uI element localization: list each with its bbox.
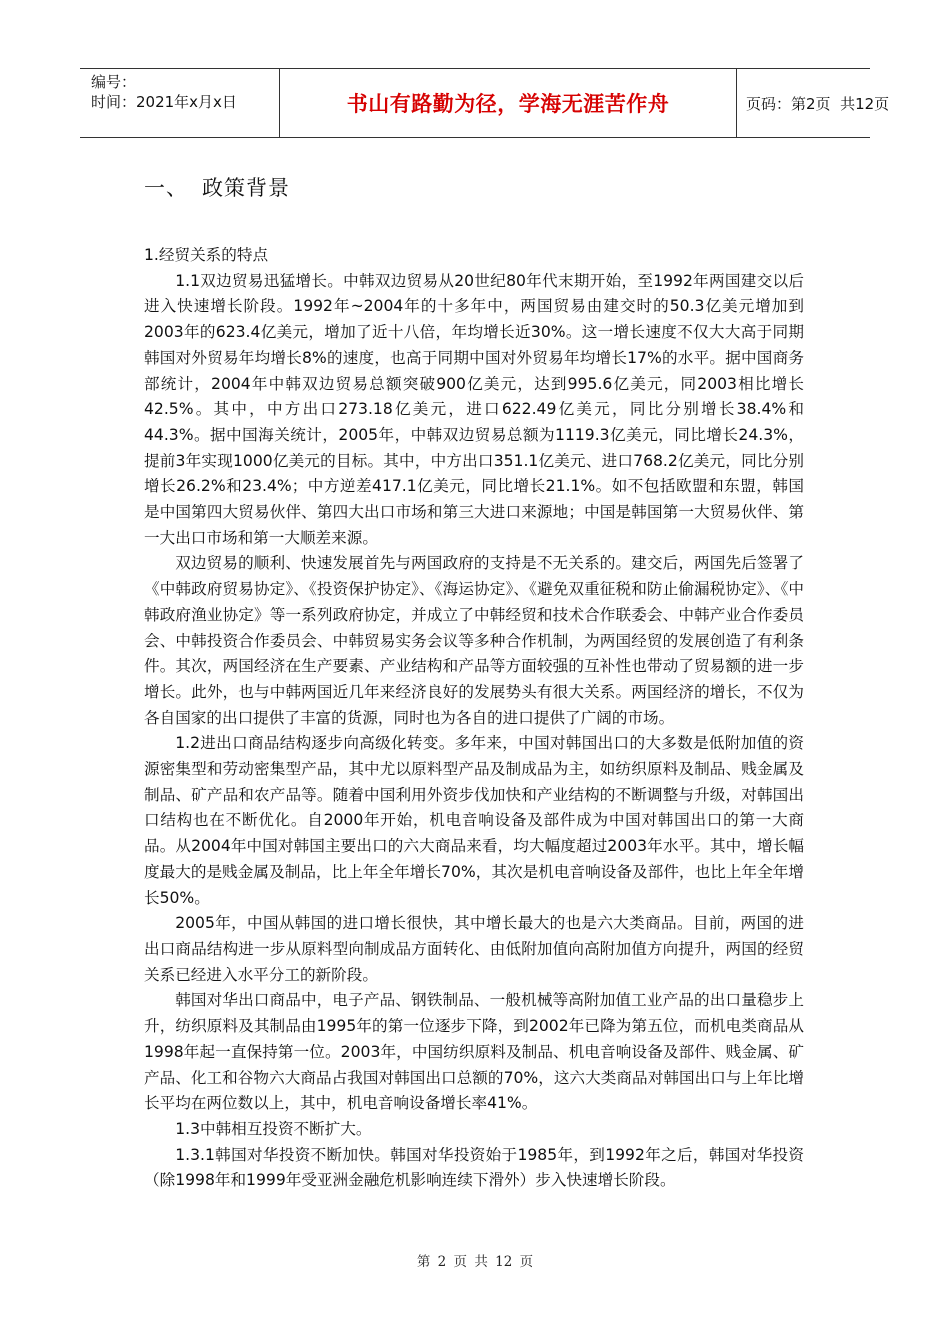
body-paragraph: 1.3.1韩国对华投资不断加快。韩国对华投资始于1985年，到1992年之后，韩国对华投资（除1998年和1999年受亚洲金融危机影响连续下滑外）步入快速增长阶段。 xyxy=(144,1145,804,1190)
document-body xyxy=(144,243,804,1194)
body-paragraph: 双边贸易的顺利、快速发展首先与两国政府的支持是不无关系的。建交后，两国先后签署了《中韩政府贸易协定》、《投资保护协定》、《海运协定》、《避免双重征税和防止偷漏税协定》、《中韩政府渔业协定》等一系列政府协定，并成立了中韩经贸和技术合作联委会、中韩产业合作委员会、中韩投资合作委员会、中韩贸易实务会议等多种合作机制，为两国经贸的发展创造了有利条件。其次，两国经济在生产要素、产业结构和产品等方面较强的互补性也带动了贸易额的进一步增长。此外，也与中韩两国近几年来经济良好的发展势头有很大关系。两国经济的增长，不仅为各自国家的出口提供了丰富的货源，同时也为各自的进口提供了广阔的市场。 xyxy=(144,554,804,727)
header-meta xyxy=(80,69,280,137)
body-paragraph: 1.3中韩相互投资不断扩大。 xyxy=(175,1119,372,1138)
page-header xyxy=(80,68,890,138)
document-number-label: 编号： xyxy=(91,73,137,91)
body-paragraph: 1.1双边贸易迅猛增长。中韩双边贸易从20世纪80年代末期开始，至1992年两国建交以后进入快速增长阶段。1992年~2004年的十多年中，两国贸易由建交时的50.3亿美元增加到2003年的623.4亿美元，增加了近十八倍，年均增长近30%。这一增长速度不仅大大高于同期韩国对外贸易年均增长8%的速度，也高于同期中国对外贸易年均增长17%的水平。据中国商务部统计，2004年中韩双边贸易总额突破900亿美元，达到995.6亿美元，同2003相比增长42.5%。其中，中方出口273.18亿美元，进口622.49亿美元，同比分别增长38.4%和44.3%。据中国海关统计，2005年，中韩双边贸易总额为1119.3亿美元，同比增长24.3%，提前3年实现1000亿美元的目标。其中，中方出口351.1亿美元、进口768.2亿美元，同比分别增长26.2%和23.4%；中方逆差417.1亿美元，同比增长21.1%。如不包括欧盟和东盟，韩国是中国第四大贸易伙伴、第四大出口市场和第三大进口来源地；中国是韩国第一大贸易伙伴、第一大出口市场和第一大顺差来源。 xyxy=(144,271,804,547)
section-title: 政策背景 xyxy=(202,176,290,200)
page-footer: 第 2 页 共 12 页 xyxy=(416,1254,534,1270)
section-heading xyxy=(144,172,290,202)
header-page-info xyxy=(736,69,890,137)
header-motto: 书山有路勤为径，学海无涯苦作舟 xyxy=(280,69,737,137)
body-paragraph: 韩国对华出口商品中，电子产品、钢铁制品、一般机械等高附加值工业产品的出口量稳步上升，纺织原料及其制品由1995年的第一位逐步下降，到2002年已降为第五位，而机电类商品从1998年起一直保持第一位。2003年，中国纺织原料及制品、机电音响设备及部件、贱金属、矿产品、化工和谷物六大商品占我国对韩国出口总额的70%，这六大类商品对韩国出口与上年比增长平均在两位数以上，其中，机电音响设备增长率41%。 xyxy=(144,991,804,1113)
body-paragraph: 2005年，中国从韩国的进口增长很快，其中增长最大的也是六大类商品。目前，两国的进出口商品结构进一步从原料型向制成品方面转化、由低附加值向高附加值方向提升，两国的经贸关系已经进入水平分工的新阶段。 xyxy=(144,914,804,984)
body-paragraph: 1.2进出口商品结构逐步向高级化转变。多年来，中国对韩国出口的大多数是低附加值的资源密集型和劳动密集型产品，其中尤以原料型产品及制成品为主，如纺织原料及制品、贱金属及制品、矿产品和农产品等。随着中国利用外资步伐加快和产业结构的不断调整与升级，对韩国出口结构也在不断优化。自2000年开始，机电音响设备及部件成为中国对韩国出口的第一大商品。从2004年中国对韩国主要出口的六大商品来看，均大幅度超过2003年水平。其中，增长幅度最大的是贱金属及制品，比上年全年增长70%，其次是机电音响设备及部件，也比上年全年增长50%。 xyxy=(144,734,804,907)
subsection-heading: 1.经贸关系的特点 xyxy=(144,246,269,264)
document-time-label: 时间：2021年x月x日 xyxy=(91,93,237,111)
header-page-label: 页码：第2页 共12页 xyxy=(746,94,890,113)
section-number: 一、 xyxy=(144,176,188,200)
